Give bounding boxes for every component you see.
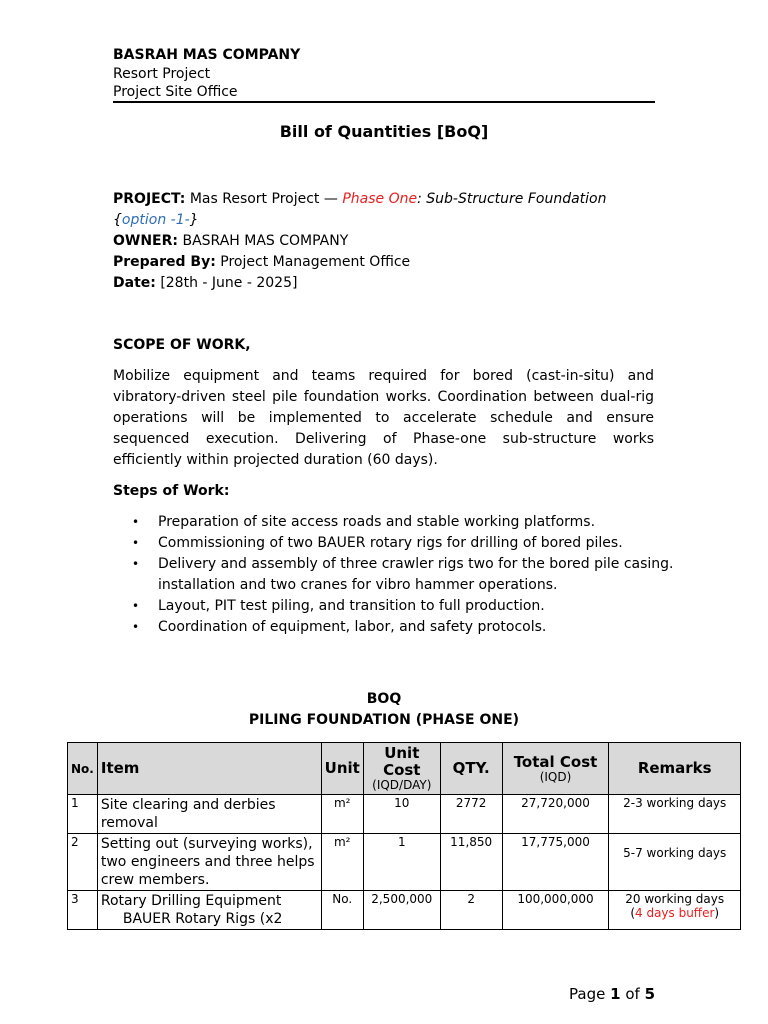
project-label: PROJECT: (113, 191, 186, 207)
cell-item: Site clearing and derbies removal (97, 795, 321, 834)
col-header-remarks: Remarks (609, 743, 741, 795)
option-text: option -1- (121, 212, 190, 228)
col-header-total-cost (502, 743, 609, 795)
total-pages: 5 (644, 985, 656, 1003)
cell-item-sub: BAUER Rotary Rigs (x2 (122, 911, 283, 927)
page-number (569, 985, 655, 1003)
prepared-label: Prepared By: (113, 254, 216, 270)
list-item: • Layout, PIT test piling, and transition to full production. (158, 596, 678, 617)
col-header-qty: QTY. (440, 743, 502, 795)
col-header-item: Item (97, 743, 321, 795)
cell-item-main: Rotary Drilling Equipment (100, 893, 282, 909)
cell-no: 3 (68, 891, 98, 930)
office-name: Project Site Office (113, 84, 238, 100)
boq-table (67, 742, 741, 930)
header-divider (113, 101, 655, 103)
company-name: BASRAH MAS COMPANY (113, 47, 301, 63)
option-open: { (113, 212, 122, 228)
unit-cost-sub: (IQD/DAY) (372, 778, 432, 792)
cell-no: 1 (68, 795, 98, 834)
cell-remarks-main: 20 working days (625, 892, 725, 906)
cell-qty: 11,850 (440, 834, 502, 891)
owner-line (113, 231, 658, 252)
cell-item (97, 891, 321, 930)
cell-remarks (609, 891, 741, 930)
project-name: Resort Project (113, 66, 211, 82)
col-header-unit-cost (363, 743, 440, 795)
of-label: of (625, 985, 640, 1003)
cell-unit: m² (321, 795, 363, 834)
col-header-no: No. (68, 743, 98, 795)
phase-text: Phase One (342, 191, 418, 207)
date-label: Date: (113, 275, 156, 291)
table-row (68, 834, 741, 891)
owner-label: OWNER: (113, 233, 179, 249)
option-line (113, 210, 658, 231)
table-header-row (68, 743, 741, 795)
list-item: • Preparation of site access roads and stable working platforms. (158, 512, 678, 533)
prepared-value: Project Management Office (220, 254, 411, 270)
steps-heading: Steps of Work: (113, 483, 230, 499)
meta-block (113, 189, 658, 294)
current-page: 1 (610, 985, 621, 1003)
cell-total: 100,000,000 (502, 891, 609, 930)
unit-cost-label: Unit Cost (383, 744, 421, 779)
steps-list (113, 512, 678, 638)
boq-subtitle: PILING FOUNDATION (PHASE ONE) (248, 712, 520, 728)
cell-unit: m² (321, 834, 363, 891)
owner-value: BASRAH MAS COMPANY (182, 233, 349, 249)
cell-total: 27,720,000 (502, 795, 609, 834)
buffer-text: 4 days buffer (635, 906, 715, 920)
list-item: • Commissioning of two BAUER rotary rigs for drilling of bored piles. (158, 533, 678, 554)
list-item: • Delivery and assembly of three crawler rigs two for the bored pile casing. installation and two cranes for vibro hammer operations. (158, 554, 678, 596)
table-row (68, 891, 741, 930)
scope-text: Mobilize equipment and teams required for bored (cast-in-situ) and vibratory-driven steel pile foundation works. Coordination between dual-rig operations will be implemented to accelerate schedule and ensure sequenced execution. Delivering of Phase-one sub-structure works efficiently within projected duration (60 days). (113, 368, 654, 468)
date-line (113, 273, 658, 294)
phase-rest: : Sub-Structure Foundation (417, 191, 607, 207)
cell-unit-cost: 10 (363, 795, 440, 834)
project-line (113, 189, 658, 210)
table-row (68, 795, 741, 834)
cell-no: 2 (68, 834, 98, 891)
prepared-line (113, 252, 658, 273)
cell-remarks: 5-7 working days (609, 834, 741, 891)
document-title: Bill of Quantities [BoQ] (279, 122, 489, 141)
cell-remarks-buffer: (4 days buffer) (630, 906, 720, 920)
cell-unit: No. (321, 891, 363, 930)
date-value: [28th - June - 2025] (160, 275, 298, 291)
list-item: • Coordination of equipment, labor, and safety protocols. (158, 617, 678, 638)
option-close: } (189, 212, 199, 228)
boq-title: BOQ (366, 691, 402, 707)
total-cost-label: Total Cost (513, 752, 598, 771)
cell-unit-cost: 1 (363, 834, 440, 891)
cell-unit-cost: 2,500,000 (363, 891, 440, 930)
cell-remarks: 2-3 working days (609, 795, 741, 834)
col-header-unit: Unit (321, 743, 363, 795)
project-value: Mas Resort Project — (189, 191, 338, 207)
cell-item: Setting out (surveying works), two engineers and three helps crew members. (97, 834, 321, 891)
page-label: Page (569, 985, 606, 1003)
cell-total: 17,775,000 (502, 834, 609, 891)
total-cost-sub: (IQD) (539, 769, 572, 784)
cell-qty: 2 (440, 891, 502, 930)
cell-qty: 2772 (440, 795, 502, 834)
scope-heading: SCOPE OF WORK, (113, 337, 251, 353)
